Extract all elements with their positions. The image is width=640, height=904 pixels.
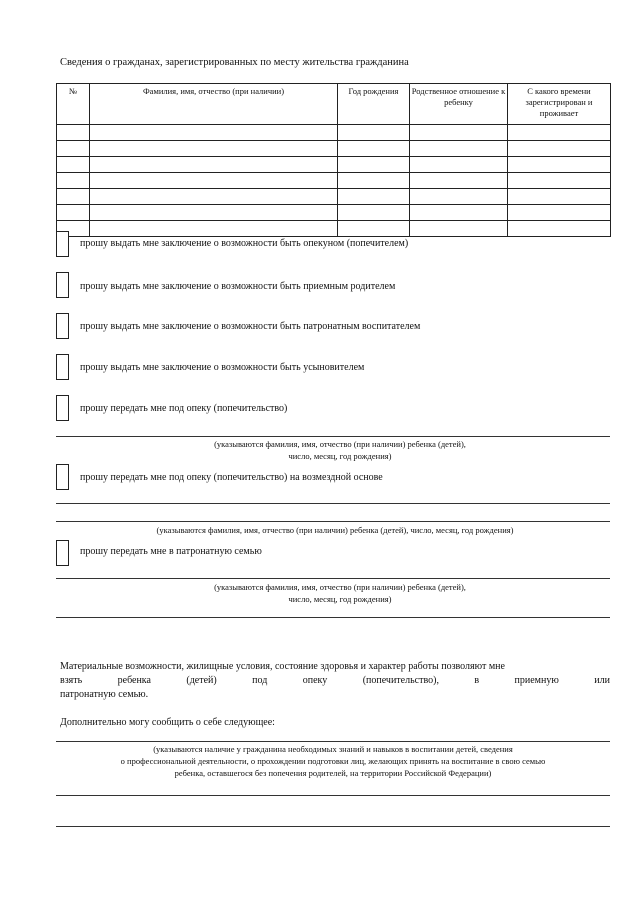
cell-full-name[interactable]	[90, 205, 338, 221]
cell-relationship[interactable]	[410, 189, 508, 205]
option-paid-guardianship: прошу передать мне под опеку (попечительство) на возмездной основе	[80, 472, 383, 483]
cell-number[interactable]	[57, 157, 90, 173]
col-relationship: Родственное отношение к ребенку	[410, 84, 508, 125]
cell-registered-since[interactable]	[508, 157, 611, 173]
cell-registered-since[interactable]	[508, 125, 611, 141]
paragraph-word: опеку	[302, 675, 328, 686]
cell-registered-since[interactable]	[508, 221, 611, 237]
registered-residents-table	[56, 83, 611, 237]
caption-skills-b: о профессиональной деятельности, о прохождении подготовки лиц, желающих принять на воспитание в свою семью	[120, 756, 546, 766]
cell-birth-year[interactable]	[338, 125, 410, 141]
cell-birth-year[interactable]	[338, 141, 410, 157]
cell-relationship[interactable]	[410, 205, 508, 221]
cell-number[interactable]	[57, 173, 90, 189]
checkbox-patronage-family[interactable]	[56, 540, 69, 566]
paragraph-word: ребенка	[117, 675, 151, 686]
additional-info-heading: Дополнительно могу сообщить о себе следующее:	[60, 717, 275, 728]
cell-number[interactable]	[57, 141, 90, 157]
col-full-name: Фамилия, имя, отчество (при наличии)	[90, 84, 338, 125]
cell-number[interactable]	[57, 125, 90, 141]
table-row	[57, 125, 611, 141]
caption-child-info-3b: число, месяц, год рождения)	[288, 594, 392, 604]
table-header-row	[57, 84, 611, 125]
option-adopter-conclusion: прошу выдать мне заключение о возможности быть усыновителем	[80, 362, 365, 373]
cell-full-name[interactable]	[90, 141, 338, 157]
checkbox-foster-parent-conclusion[interactable]	[56, 272, 69, 298]
option-guardian-conclusion: прошу выдать мне заключение о возможности быть опекуном (попечителем)	[80, 238, 409, 249]
option-patronage-educator-conclusion: прошу выдать мне заключение о возможности быть патронатным воспитателем	[80, 321, 421, 332]
checkbox-paid-guardianship[interactable]	[56, 464, 69, 490]
child-info-line-1[interactable]	[56, 436, 610, 437]
cell-registered-since[interactable]	[508, 173, 611, 189]
checkbox-patronage-educator-conclusion[interactable]	[56, 313, 69, 339]
cell-birth-year[interactable]	[338, 189, 410, 205]
caption-child-info-1b: число, месяц, год рождения)	[288, 451, 392, 461]
cell-relationship[interactable]	[410, 157, 508, 173]
option-guardianship-transfer: прошу передать мне под опеку (попечительство)	[80, 403, 288, 414]
checkbox-adopter-conclusion[interactable]	[56, 354, 69, 380]
table-row	[57, 173, 611, 189]
checkbox-guardianship-transfer[interactable]	[56, 395, 69, 421]
cell-relationship[interactable]	[410, 221, 508, 237]
table-row	[57, 205, 611, 221]
col-registered-since: С какого времени зарегистрирован и проживает	[508, 84, 611, 125]
col-number: №	[57, 84, 90, 125]
cell-relationship[interactable]	[410, 141, 508, 157]
capabilities-paragraph-line-3: патронатную семью.	[60, 689, 149, 700]
caption-child-info-3a: (указываются фамилия, имя, отчество (при наличии) ребенка (детей),	[214, 582, 466, 592]
paragraph-word: в	[474, 675, 480, 686]
cell-full-name[interactable]	[90, 221, 338, 237]
section-title: Сведения о гражданах, зарегистрированных по месту жительства гражданина	[60, 57, 409, 68]
option-patronage-family: прошу передать мне в патронатную семью	[80, 546, 262, 557]
paragraph-word: (попечительство),	[362, 675, 439, 686]
checkbox-guardian-conclusion[interactable]	[56, 231, 69, 257]
caption-skills-c: ребенка, оставшегося без попечения родителей, на территории Российской Федерации)	[174, 768, 492, 778]
cell-number[interactable]	[57, 205, 90, 221]
child-info-line-2a[interactable]	[56, 503, 610, 504]
child-info-line-2b[interactable]	[56, 521, 610, 522]
col-birth-year: Год рождения	[338, 84, 410, 125]
table-row	[57, 221, 611, 237]
additional-info-line-2[interactable]	[56, 795, 610, 796]
cell-number[interactable]	[57, 189, 90, 205]
cell-birth-year[interactable]	[338, 157, 410, 173]
cell-registered-since[interactable]	[508, 141, 611, 157]
cell-birth-year[interactable]	[338, 173, 410, 189]
caption-skills-a: (указываются наличие у гражданина необходимых знаний и навыков в воспитании детей, сведения	[153, 744, 513, 754]
paragraph-word: приемную	[514, 675, 559, 686]
cell-relationship[interactable]	[410, 173, 508, 189]
option-foster-parent-conclusion: прошу выдать мне заключение о возможности быть приемным родителем	[80, 281, 396, 292]
paragraph-word: или	[594, 675, 610, 686]
cell-birth-year[interactable]	[338, 221, 410, 237]
cell-registered-since[interactable]	[508, 205, 611, 221]
table-row	[57, 141, 611, 157]
caption-child-info-1a: (указываются фамилия, имя, отчество (при наличии) ребенка (детей),	[214, 439, 466, 449]
cell-full-name[interactable]	[90, 189, 338, 205]
cell-full-name[interactable]	[90, 125, 338, 141]
paragraph-word: взять	[60, 675, 83, 686]
child-info-line-4[interactable]	[56, 617, 610, 618]
additional-info-line-3[interactable]	[56, 826, 610, 827]
paragraph-word: под	[252, 675, 268, 686]
cell-birth-year[interactable]	[338, 205, 410, 221]
table-row	[57, 157, 611, 173]
capabilities-paragraph-line-2	[60, 675, 610, 686]
table-row	[57, 189, 611, 205]
capabilities-paragraph-line-1: Материальные возможности, жилищные условия, состояние здоровья и характер работы позволяют мне	[60, 661, 505, 672]
cell-full-name[interactable]	[90, 173, 338, 189]
cell-relationship[interactable]	[410, 125, 508, 141]
paragraph-word: (детей)	[186, 675, 217, 686]
child-info-line-3[interactable]	[56, 578, 610, 579]
caption-child-info-2: (указываются фамилия, имя, отчество (при наличии) ребенка (детей), число, месяц, год рождения)	[156, 525, 514, 535]
additional-info-line-1[interactable]	[56, 741, 610, 742]
cell-registered-since[interactable]	[508, 189, 611, 205]
cell-full-name[interactable]	[90, 157, 338, 173]
